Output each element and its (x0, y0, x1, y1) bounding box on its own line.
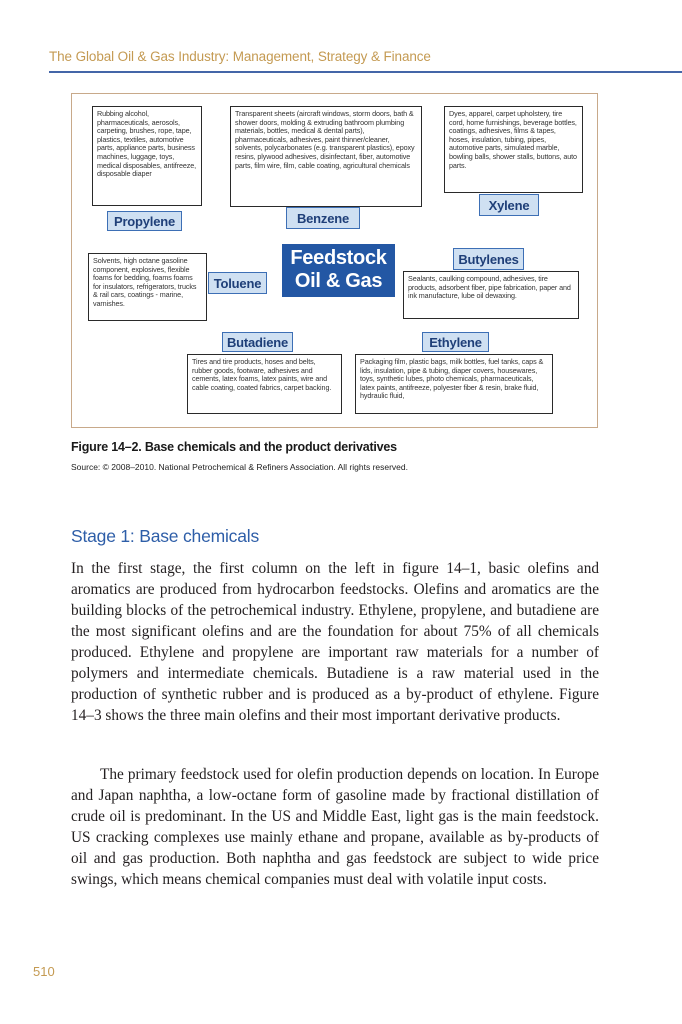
butadiene-products-box: Tires and tire products, hoses and belts, rubber goods, footware, adhesives and cements, latex foams, latex paints, wire and cable coating, coated fabrics, carpet backing. (187, 354, 342, 414)
benzene-products-box: Transparent sheets (aircraft windows, storm doors, bath & shower doors, molding & extruding bathroom plumbing materials, bottles, medical & dental parts), pharmaceuticals, adhesives, paint thinner/cleaner, solvents, polycarbonates (e.g. transparent plastics), epoxy resins, plywood adhesives, disinfectant, fiber, automotive parts, film wire, film, cable coating, agricultural chemicals (230, 106, 422, 207)
propylene-products-box: Rubbing alcohol, pharmaceuticals, aerosols, carpeting, brushes, rope, tape, plastics, textiles, automotive parts, appliance parts, business machines, luggage, toys, medical disposables, antifreeze, disposable diaper (92, 106, 202, 206)
toluene-products-box: Solvents, high octane gasoline component, explosives, flexible foams for bedding, foams foams for insulators, refrigerators, trucks & rail cars, coatings - marine, varnishes. (88, 253, 207, 321)
feedstock-center-box (282, 244, 395, 297)
center-line-1: Feedstock (290, 247, 387, 269)
toluene-label: Toluene (208, 272, 267, 294)
figure-source: Source: © 2008–2010. National Petrochemical & Refiners Association. All rights reserved. (71, 462, 408, 472)
propylene-label: Propylene (107, 211, 182, 231)
butadiene-label: Butadiene (222, 332, 293, 352)
paragraph-2: The primary feedstock used for olefin production depends on location. In Europe and Japan naphtha, a low-octane form of gasoline made by fractional distillation of crude oil is predominant. In the US and Middle East, light gas is the main feedstock. US cracking complexes use mainly ethane and propane, available as by-products of oil and gas production. Both naphtha and gas feedstock are subject to wide price swings, which means chemical companies must deal with volatile input costs. (71, 766, 599, 888)
figure-diagram (71, 93, 598, 428)
xylene-label: Xylene (479, 194, 539, 216)
paragraph-1: In the first stage, the first column on the left in figure 14–1, basic olefins and aromatics are produced from hydrocarbon feedstocks. Olefins and aromatics are the building blocks of the petrochemical industry. Ethylene, propylene, and butadiene are the most significant olefins and are the foundation for about 75% of all chemicals produced. Ethylene and propylene are important raw materials for a number of polymers and intermediate chemicals. Butadiene is a raw material used in the production of synthetic rubber and is produced as a by-product of ethylene. Figure 14–3 shows the three main olefins and their most important derivative products. (71, 560, 599, 724)
ethylene-label: Ethylene (422, 332, 489, 352)
ethylene-products-box: Packaging film, plastic bags, milk bottles, fuel tanks, caps & lids, insulation, pipe & tubing, diaper covers, housewares, toys, synthetic lubes, photo chemicals, pharmaceuticals, latex paints, antifreeze, polyester fiber & resin, brake fluid, hydraulic fluid, (355, 354, 553, 414)
benzene-label: Benzene (286, 207, 360, 229)
header-rule (49, 71, 682, 73)
page-number: 510 (33, 964, 55, 979)
center-line-2: Oil & Gas (294, 270, 383, 292)
figure-caption: Figure 14–2. Base chemicals and the product derivatives (71, 440, 397, 454)
butylenes-products-box: Sealants, caulking compound, adhesives, tire products, adsorbent fiber, pipe fabrication, paper and ink manufacture, lube oil dewaxing. (403, 271, 579, 319)
running-head: The Global Oil & Gas Industry: Management, Strategy & Finance (49, 49, 431, 64)
butylenes-label: Butylenes (453, 248, 524, 270)
xylene-products-box: Dyes, apparel, carpet upholstery, tire cord, home furnishings, beverage bottles, coatings, adhesives, films & tapes, hoses, insulation, tubing, pipes, automotive parts, simulated marble, bowling balls, shower stalls, buttons, auto parts. (444, 106, 583, 193)
section-heading: Stage 1: Base chemicals (71, 526, 260, 546)
